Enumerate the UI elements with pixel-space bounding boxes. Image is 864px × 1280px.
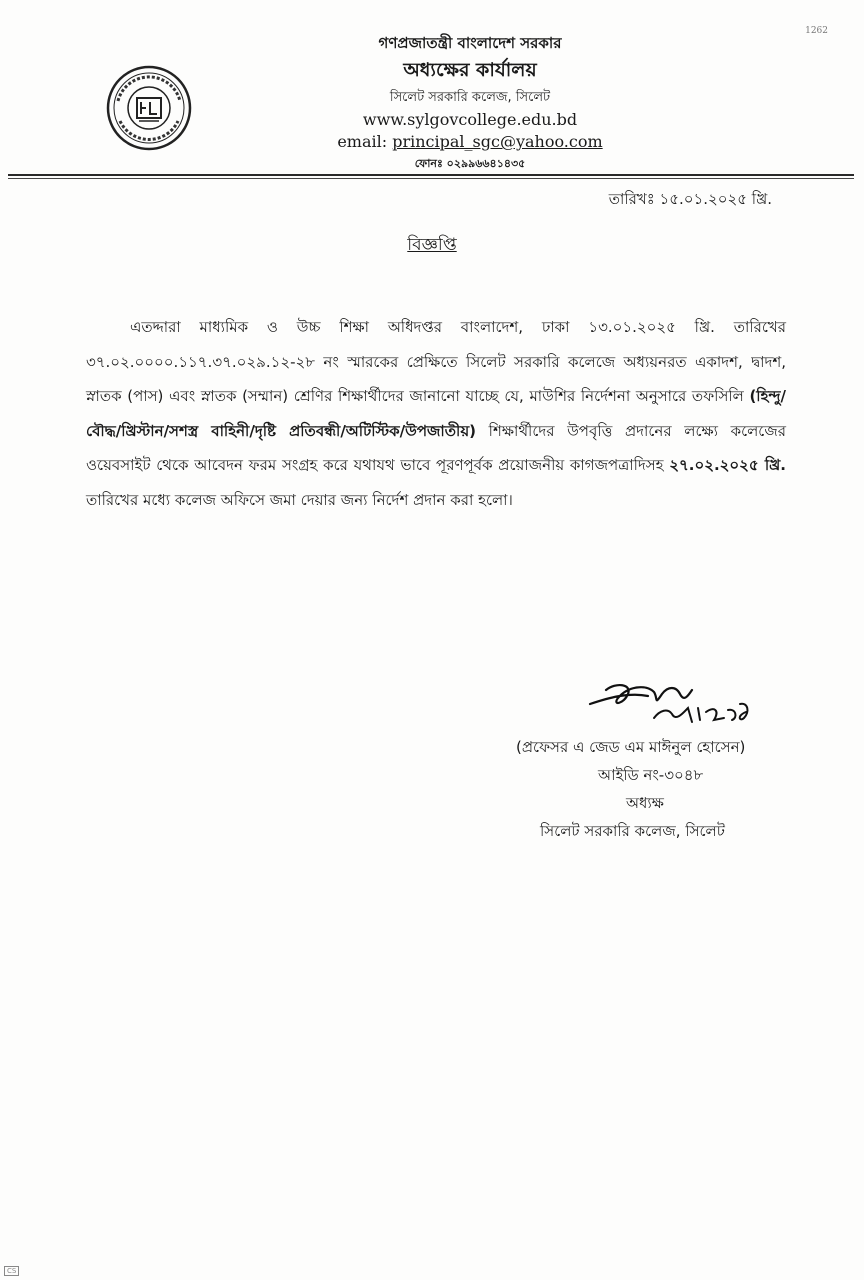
website-text: www.sylgovcollege.edu.bd (362, 110, 578, 129)
body-categories: (হিন্দু/বৌদ্ধ/খ্রিস্টান/সশস্ত্র বাহিনী/দৃষ্টি প্রতিবন্ধী/অটিস্টিক/উপজাতীয়) (86, 387, 786, 440)
body-part-1: এতদ্দারা মাধ্যমিক ও উচ্চ শিক্ষা অধিদপ্তর বাংলাদেশ, ঢাকা ১৩.০১.২০২৫ খ্রি. তারিখের ৩৭.০২.০০০০.১১৭.৩৭.০২৯.১২-২৮ নং স্মারকের প্রেক্ষিতে সিলেট সরকারি কলেজে অধ্যয়নরত একাদশ, দ্বাদশ, স্নাতক (পাস) এবং স্নাতক (সম্মান) শ্রেণির শিক্ষার্থীদের জানানো যাচ্ছে যে, মাউশির নির্দেশনা অনুসারে তফসিলি (86, 318, 786, 405)
college-name: সিলেট সরকারি কলেজ, সিলেট (389, 90, 551, 105)
scanner-watermark (4, 1266, 22, 1276)
signatory-title: অধ্যক্ষ (626, 794, 664, 812)
scanner-mark: CS (4, 1266, 19, 1276)
body-part-3: তারিখের মধ্যে কলেজ অফিসে জমা দেয়ার জন্য নির্দেশ প্রদান করা হলো। (86, 490, 513, 509)
handwritten-signature (588, 678, 758, 728)
email-address: principal_sgc@yahoo.com (392, 132, 603, 151)
government-name: গণপ্রজাতন্ত্রী বাংলাদেশ সরকার (378, 34, 562, 52)
header-divider-thin (8, 178, 854, 179)
signatory-id: আইডি নং-৩০৪৮ (598, 766, 704, 784)
body-part-2: শিক্ষার্থীদের উপবৃত্তি প্রদানের লক্ষ্যে কলেজের ওয়েবসাইট থেকে আবেদন ফরম সংগ্রহ করে যথাযথ ভাবে পূরণপূর্বক প্রয়োজনীয় কাগজপত্রাদিসহ (86, 421, 786, 474)
notice-title-text: বিজ্ঞপ্তি (407, 235, 457, 255)
office-name: অধ্যক্ষের কার্যালয় (403, 59, 537, 81)
notice-title (0, 232, 864, 260)
email-label: email: (337, 132, 388, 151)
signatory-name: (প্রফেসর এ জেড এম মাঈনুল হোসেন) (516, 738, 746, 756)
college-seal-logo (106, 65, 192, 151)
phone-number: ফোনঃ ০২৯৯৬৬৪১৪৩৫ (414, 157, 526, 170)
body-deadline: ২৭.০২.২০২৫ খ্রি. (669, 456, 786, 474)
email-line (280, 132, 660, 151)
page-number: 1262 (805, 26, 828, 36)
signatory-college: সিলেট সরকারি কলেজ, সিলেট (540, 822, 725, 840)
notice-date: তারিখঃ ১৫.০১.২০২৫ খ্রি. (608, 190, 772, 208)
notice-body (86, 310, 786, 517)
header-divider (8, 174, 854, 176)
